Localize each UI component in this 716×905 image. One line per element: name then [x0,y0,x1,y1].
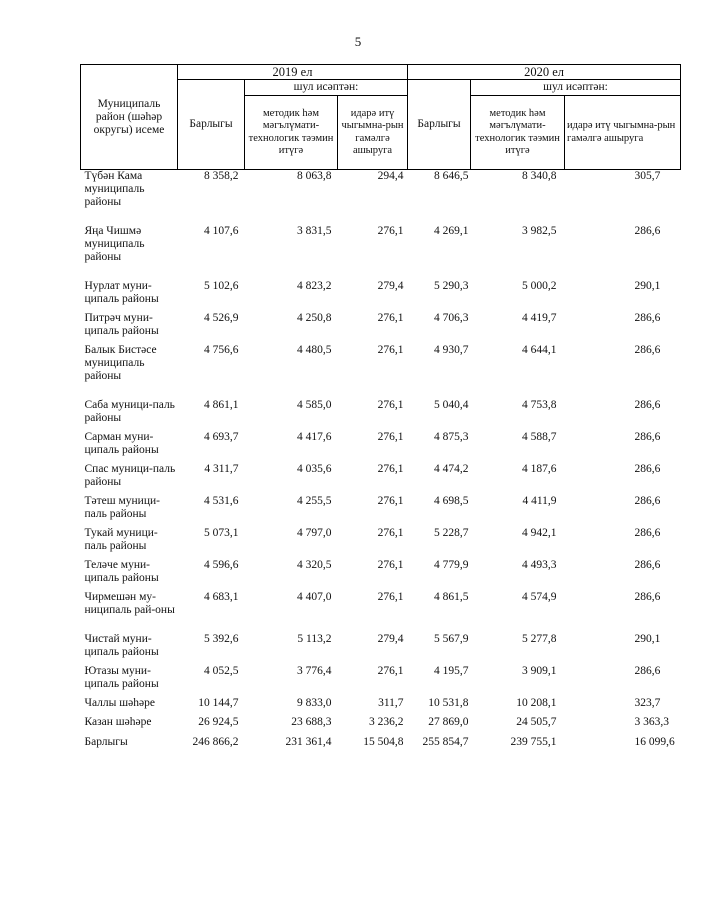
cell-adm19: 276,1 [377,399,404,411]
row-name: Ютазы муни-ципаль районы [84,665,159,690]
cell-adm20: 286,6 [634,495,661,507]
row-name: Казан шәһәре [84,716,152,728]
table-row [81,665,681,697]
table-row [81,431,681,463]
cell-tot20: 5 567,9 [434,633,469,645]
cell-met19: 4 823,2 [297,280,332,292]
header-including-2019: шул исәптән: [245,80,408,96]
row-name: Чистай муни-ципаль районы [84,633,159,658]
cell-adm19: 15 504,8 [363,736,404,748]
header-name-column: Муниципаль район (шәһәр округы) исеме [81,65,178,170]
cell-adm19: 276,1 [377,463,404,475]
row-name: Саба муници-паль районы [84,399,175,424]
row-name: Түбән Кама муниципаль районы [84,170,145,208]
cell-met19: 4 255,5 [297,495,332,507]
cell-tot20: 10 531,8 [428,697,469,709]
cell-tot19: 4 107,6 [204,225,239,237]
row-name: Тәтеш муници-паль районы [84,495,160,520]
row-name: Барлыгы [84,736,128,748]
cell-met19: 4 035,6 [297,463,332,475]
cell-met20: 4 493,3 [522,559,557,571]
cell-met20: 4 942,1 [522,527,557,539]
cell-met19: 231 361,4 [285,736,332,748]
cell-adm19: 294,4 [377,170,404,182]
header-admin-2020: идарә итү чыгымна-рын гамәлгә ашыруга [565,96,681,170]
cell-tot20: 4 861,5 [434,591,469,603]
row-name: Сарман муни-ципаль районы [84,431,159,456]
table-row [81,716,681,736]
cell-tot19: 4 861,1 [204,399,239,411]
cell-adm20: 290,1 [634,280,661,292]
cell-adm20: 286,6 [634,225,661,237]
row-name: Тукай муници-паль районы [84,527,158,552]
cell-tot20: 5 228,7 [434,527,469,539]
cell-met19: 4 480,5 [297,344,332,356]
cell-tot20: 4 698,5 [434,495,469,507]
row-name: Нурлат муни-ципаль районы [84,280,159,305]
cell-adm20: 286,6 [634,591,661,603]
cell-adm19: 276,1 [377,665,404,677]
cell-met20: 4 753,8 [522,399,557,411]
cell-adm19: 276,1 [377,225,404,237]
header-admin-2019: идарә итү чыгымна-рын гамәлгә ашыруга [338,96,408,170]
cell-adm20: 3 363,3 [634,716,670,728]
cell-met19: 8 063,8 [297,170,332,182]
cell-tot19: 4 693,7 [204,431,239,443]
cell-met20: 10 208,1 [516,697,557,709]
cell-tot19: 4 311,7 [204,463,239,475]
cell-met19: 9 833,0 [297,697,332,709]
header-year-2019: 2019 ел [178,65,408,80]
cell-tot19: 26 924,5 [198,716,239,728]
cell-met19: 23 688,3 [291,716,332,728]
row-name: Яңа Чишмә муниципаль районы [84,225,145,263]
cell-met20: 5 277,8 [522,633,557,645]
cell-tot20: 4 195,7 [434,665,469,677]
cell-adm20: 286,6 [634,399,661,411]
cell-tot19: 5 102,6 [204,280,239,292]
cell-tot19: 4 052,5 [204,665,239,677]
cell-met19: 4 250,8 [297,312,332,324]
row-name: Чаллы шәһәре [84,697,155,709]
table-row [81,697,681,716]
table-row [81,736,681,749]
cell-met19: 4 320,5 [297,559,332,571]
cell-tot20: 4 474,2 [434,463,469,475]
cell-adm20: 286,6 [634,559,661,571]
cell-tot19: 10 144,7 [198,697,239,709]
cell-adm20: 286,6 [634,463,661,475]
cell-tot20: 4 779,9 [434,559,469,571]
cell-adm19: 3 236,2 [369,716,404,728]
cell-adm19: 276,1 [377,431,404,443]
cell-adm19: 276,1 [377,527,404,539]
cell-met20: 24 505,7 [516,716,557,728]
cell-met20: 4 588,7 [522,431,557,443]
cell-adm19: 279,4 [377,280,404,292]
cell-tot19: 4 756,6 [204,344,239,356]
cell-met19: 4 407,0 [297,591,332,603]
cell-tot20: 4 930,7 [434,344,469,356]
cell-met19: 3 831,5 [297,225,332,237]
row-name: Питрәч муни-ципаль районы [84,312,159,337]
cell-adm19: 276,1 [377,344,404,356]
cell-adm20: 323,7 [634,697,661,709]
cell-met20: 3 982,5 [522,225,557,237]
header-methodical-2019: методик һәм мәгълүмати-технологик тәэмин итүгә [245,96,338,170]
row-name: Чирмешән му-ниципаль рай-оны [84,591,175,616]
cell-tot19: 4 596,6 [204,559,239,571]
cell-adm20: 305,7 [634,170,661,182]
cell-tot19: 4 526,9 [204,312,239,324]
table-row [81,170,681,226]
cell-met20: 5 000,2 [522,280,557,292]
cell-tot20: 4 269,1 [434,225,469,237]
cell-tot20: 4 875,3 [434,431,469,443]
cell-adm19: 276,1 [377,591,404,603]
row-name: Балык Бистәсе муниципаль районы [84,344,157,382]
cell-adm20: 286,6 [634,312,661,324]
cell-met20: 4 411,9 [522,495,557,507]
header-year-2020: 2020 ел [408,65,681,80]
row-name: Теләче муни-ципаль районы [84,559,159,584]
table-row [81,633,681,665]
cell-met20: 4 574,9 [522,591,557,603]
cell-met19: 4 417,6 [297,431,332,443]
cell-met20: 4 644,1 [522,344,557,356]
cell-adm20: 286,6 [634,665,661,677]
cell-adm20: 290,1 [634,633,661,645]
cell-tot20: 5 040,4 [434,399,469,411]
cell-met19: 3 776,4 [297,665,332,677]
cell-tot19: 4 683,1 [204,591,239,603]
table-row [81,280,681,312]
cell-adm19: 279,4 [377,633,404,645]
cell-met19: 5 113,2 [297,633,332,645]
cell-tot19: 8 358,2 [204,170,239,182]
cell-tot20: 4 706,3 [434,312,469,324]
cell-tot19: 5 392,6 [204,633,239,645]
table-body [81,170,681,750]
header-total-2019: Барлыгы [178,80,245,170]
page-number: 5 [354,34,362,49]
header-total-2020: Барлыгы [408,80,471,170]
table-row [81,591,681,633]
table-row [81,463,681,495]
cell-tot20: 255 854,7 [422,736,469,748]
table-row [81,312,681,344]
cell-met20: 4 419,7 [522,312,557,324]
cell-adm19: 276,1 [377,559,404,571]
cell-tot20: 5 290,3 [434,280,469,292]
cell-tot19: 246 866,2 [192,736,239,748]
cell-adm19: 311,7 [378,697,404,709]
table-row [81,399,681,431]
cell-adm20: 286,6 [634,527,661,539]
cell-tot20: 27 869,0 [428,716,469,728]
cell-met19: 4 797,0 [297,527,332,539]
cell-tot19: 5 073,1 [204,527,239,539]
cell-adm20: 16 099,6 [634,736,675,748]
cell-adm20: 286,6 [634,344,661,356]
cell-tot20: 8 646,5 [434,170,469,182]
cell-met19: 4 585,0 [297,399,332,411]
table-row [81,344,681,399]
table-row [81,559,681,591]
cell-met20: 4 187,6 [522,463,557,475]
header-including-2020: шул исәптән: [471,80,681,96]
table-row [81,495,681,527]
cell-adm19: 276,1 [377,495,404,507]
cell-met20: 8 340,8 [522,170,557,182]
cell-tot19: 4 531,6 [204,495,239,507]
budget-table [80,64,681,749]
cell-met20: 3 909,1 [522,665,557,677]
cell-adm19: 276,1 [377,312,404,324]
table-row [81,527,681,559]
cell-met20: 239 755,1 [510,736,557,748]
row-name: Спас муници-паль районы [84,463,176,488]
header-methodical-2020: методик һәм мәгълүмати-технологик тәэмин итүгә [471,96,565,170]
table-row [81,225,681,280]
table-header [81,65,681,170]
cell-adm20: 286,6 [634,431,661,443]
